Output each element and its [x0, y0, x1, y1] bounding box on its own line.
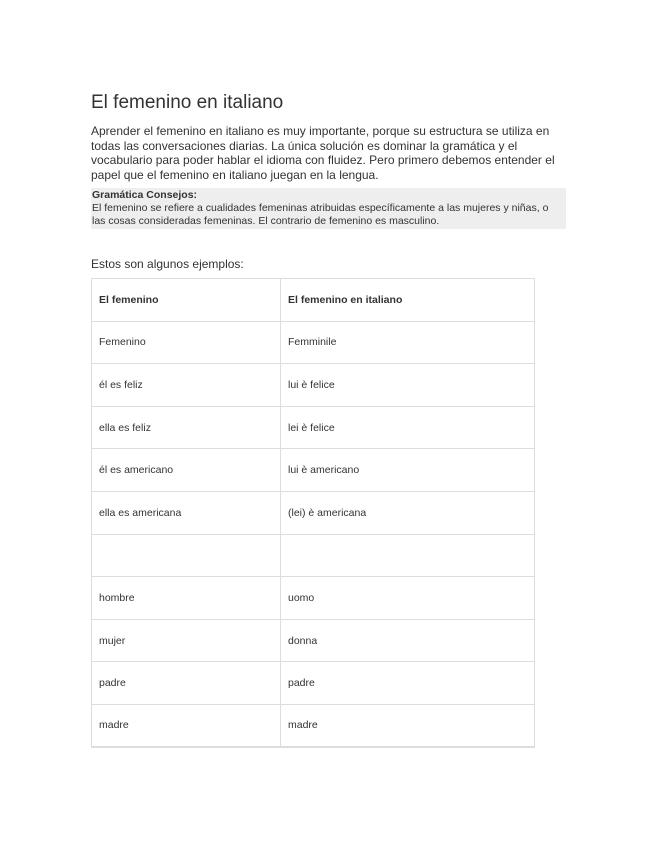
grammar-tips-body: El femenino se refiere a cualidades femeninas atribuidas específicamente a las mujeres y niñas, o las cosas consideradas femeninas. El contrario de femenino es masculino.: [92, 202, 549, 227]
table-row: [92, 491, 535, 534]
cell-italian: uomo: [281, 577, 535, 620]
table-header-row: [92, 279, 535, 322]
table-row: [92, 406, 535, 449]
grammar-tips-box: [91, 188, 566, 229]
page-title: El femenino en italiano: [91, 92, 284, 113]
grammar-tips-heading: Gramática Consejos:: [92, 189, 198, 201]
cell-italian: lei è felice: [281, 406, 535, 449]
intro-paragraph: Aprender el femenino en italiano es muy importante, porque su estructura se utiliza en todas las conversaciones diarias. La única solución es dominar la gramática y el vocabulario para poder hablar el idioma con fluidez. Pero primero debemos entender el papel que el femenino en italiano juegan en la lengua.: [91, 124, 555, 182]
table-row: [92, 449, 535, 492]
cell-italian: donna: [281, 619, 535, 662]
table-row-empty: [92, 534, 535, 577]
cell-italian: madre: [281, 704, 535, 747]
table-row: [92, 321, 535, 364]
column-header-italian: El femenino en italiano: [281, 279, 535, 322]
cell-spanish: [92, 534, 281, 577]
cell-italian: (lei) è americana: [281, 491, 535, 534]
vocabulary-table: [91, 278, 535, 748]
table-row: [92, 577, 535, 620]
cell-italian: Femminile: [281, 321, 535, 364]
cell-italian: [281, 534, 535, 577]
column-header-spanish: El femenino: [92, 279, 281, 322]
cell-italian: lui è americano: [281, 449, 535, 492]
table-row: [92, 704, 535, 747]
cell-spanish: él es americano: [92, 449, 281, 492]
cell-spanish: madre: [92, 704, 281, 747]
table-row: [92, 662, 535, 705]
examples-label: Estos son algunos ejemplos:: [91, 257, 244, 271]
cell-spanish: hombre: [92, 577, 281, 620]
cell-spanish: mujer: [92, 619, 281, 662]
cell-spanish: Femenino: [92, 321, 281, 364]
cell-spanish: ella es feliz: [92, 406, 281, 449]
cell-italian: padre: [281, 662, 535, 705]
cell-spanish: padre: [92, 662, 281, 705]
table-row: [92, 364, 535, 407]
cell-italian: lui è felice: [281, 364, 535, 407]
cell-spanish: ella es americana: [92, 491, 281, 534]
cell-spanish: él es feliz: [92, 364, 281, 407]
table-row: [92, 619, 535, 662]
